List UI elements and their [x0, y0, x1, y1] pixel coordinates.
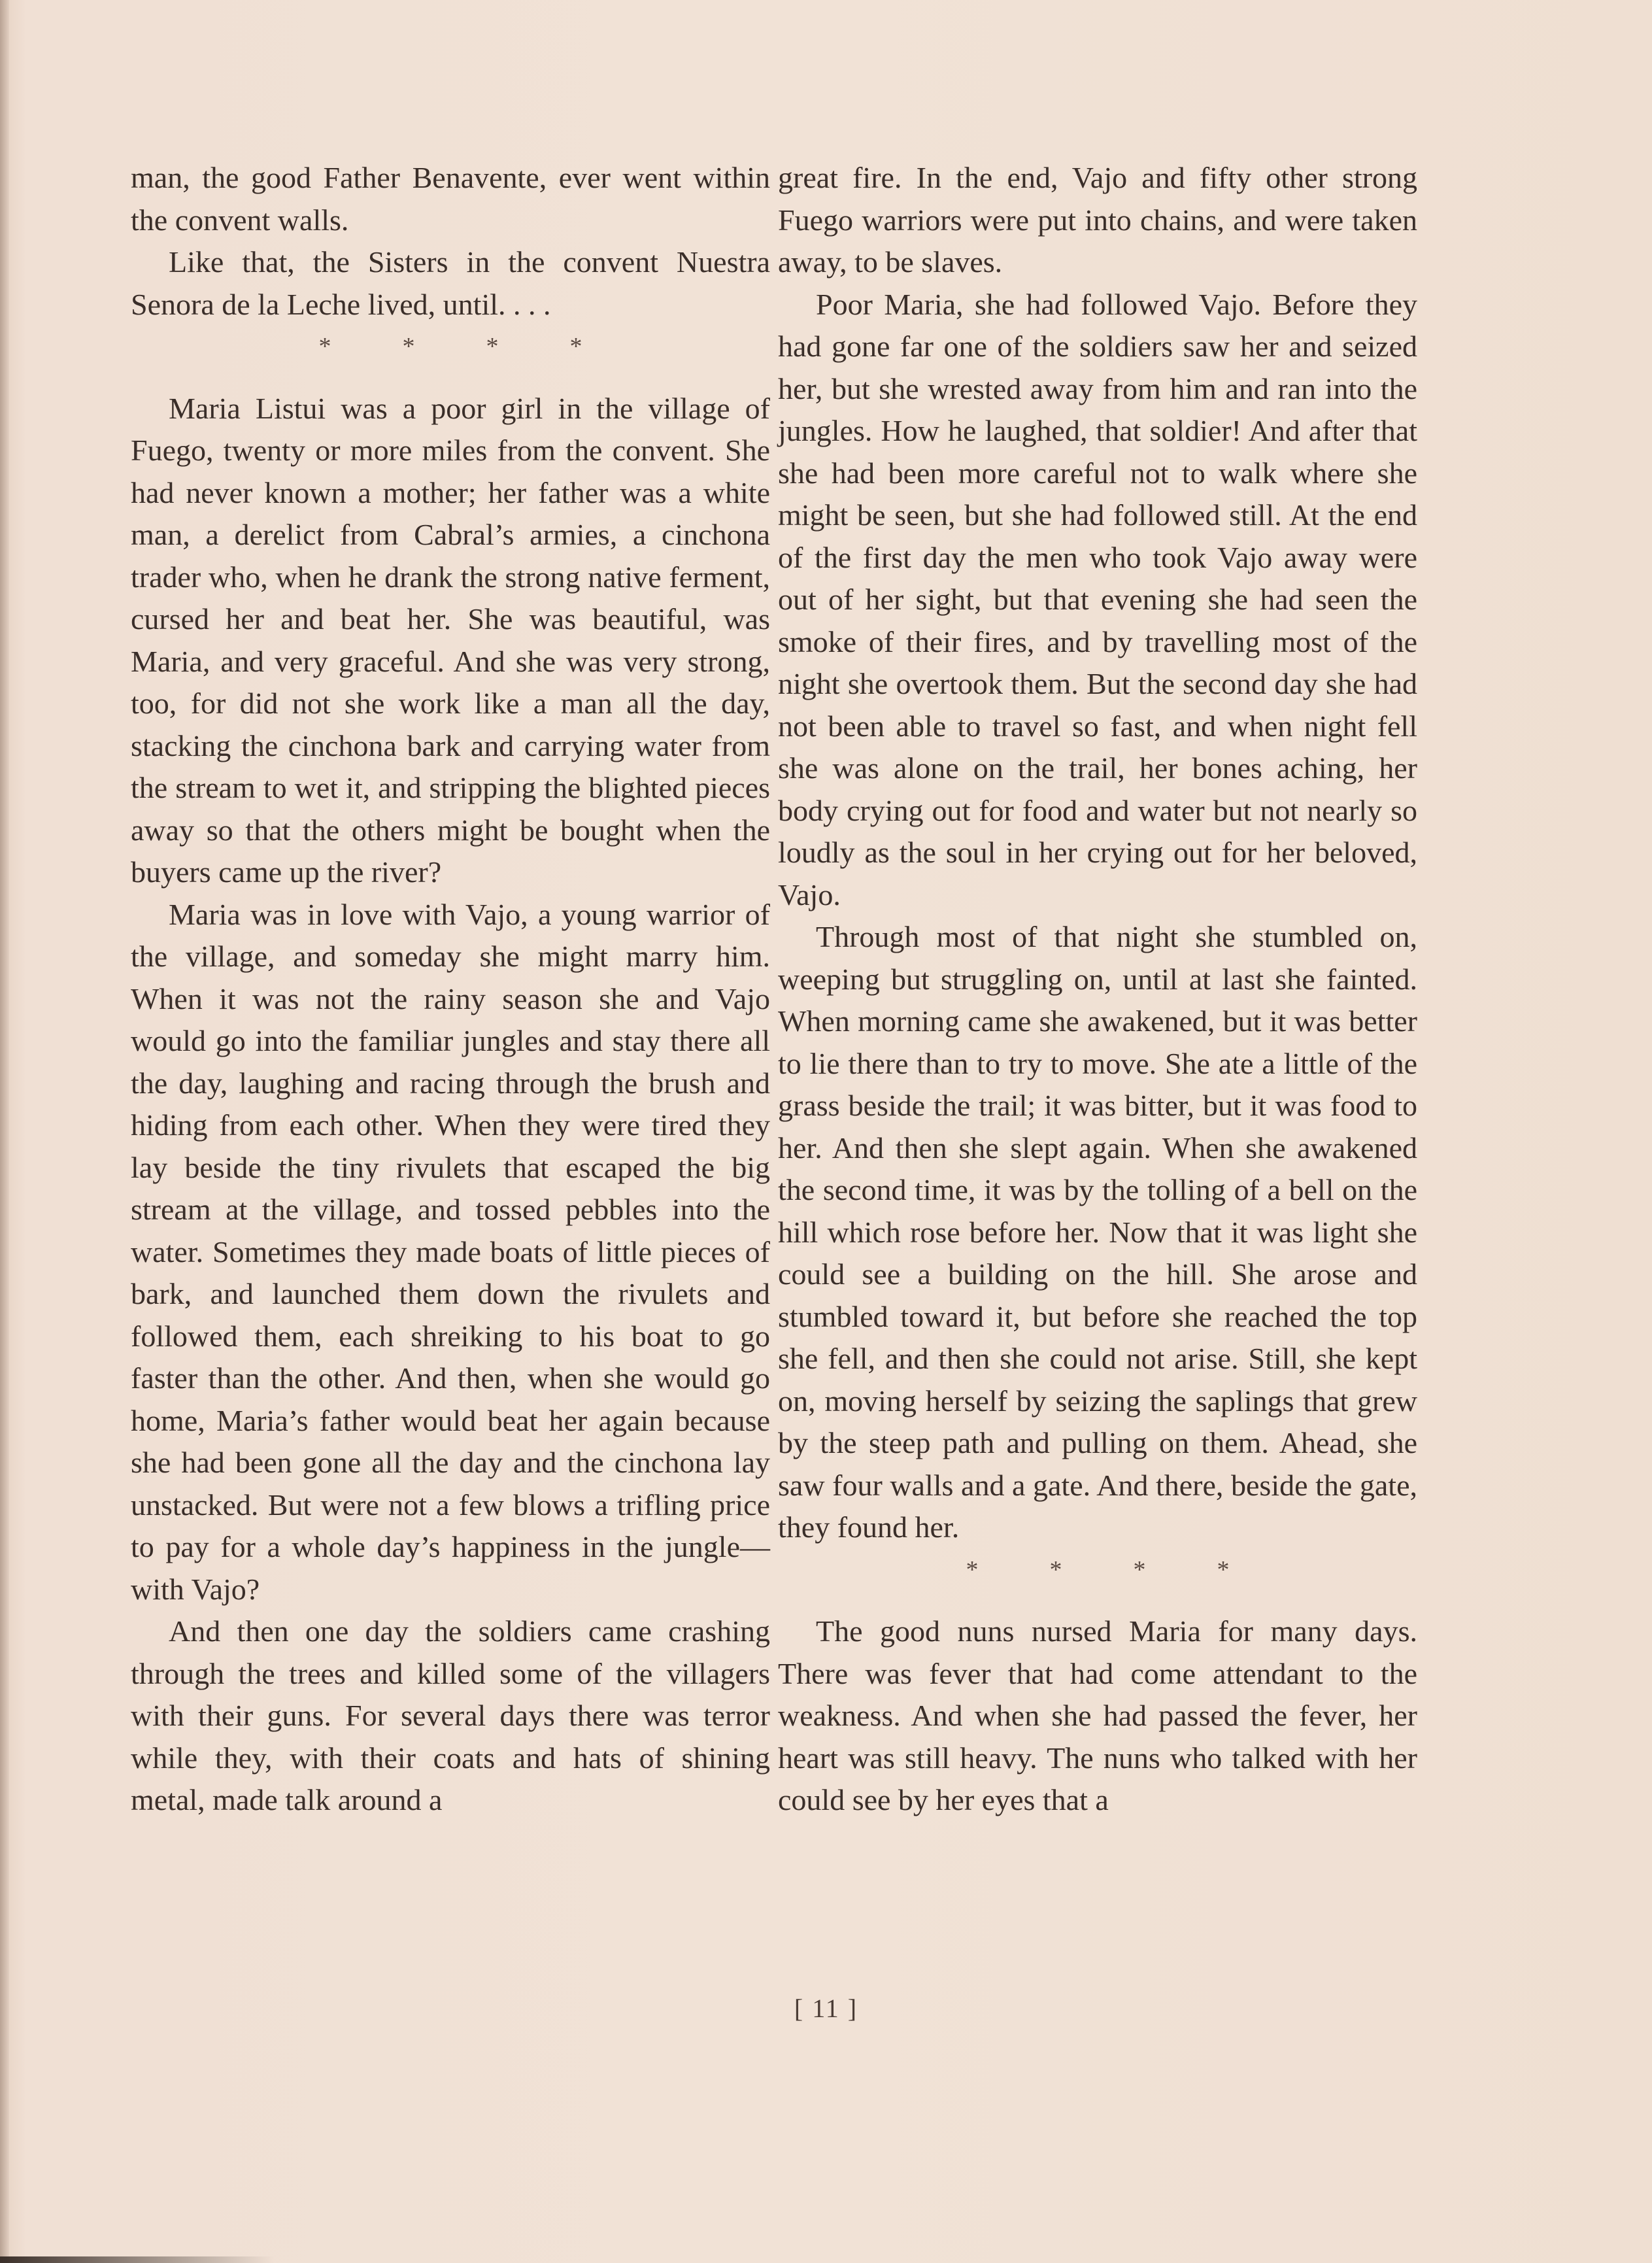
right-column — [778, 157, 1417, 1822]
left-paragraph-3: Maria Listui was a poor girl in the village of Fuego, twenty or more miles from the convent. She had never known a mother; her father was a white man, a derelict from Cabral’s armies, a cinchona trader who, when he drank the strong native ferment, cursed her and beat her. She was beautiful, was Maria, and very graceful. And she was very strong, too, for did not she work like a man all the day, stacking the cinchona bark and carrying water from the stream to wet it, and stripping the blighted pieces away so that the others might be bought when the buyers came up the river? — [131, 391, 770, 889]
page-binding-edge — [0, 0, 9, 2263]
asterisk: * — [486, 333, 499, 360]
asterisk: * — [318, 333, 331, 360]
left-paragraph-5: And then one day the soldiers came crashing through the trees and killed some of the villagers with their guns. For several days there was terror while they, with their coats and hats of shining metal, made talk around a — [131, 1614, 770, 1816]
asterisk: * — [569, 333, 582, 360]
asterisk: * — [1049, 1556, 1062, 1584]
page-number: [ 11 ] — [794, 1994, 858, 2023]
left-paragraph-1: man, the good Father Benavente, ever went within the convent walls. — [131, 161, 770, 237]
asterisk: * — [1217, 1556, 1230, 1584]
left-paragraph-2: Like that, the Sisters in the convent Nuestra Senora de la Leche lived, until. . . . — [131, 245, 770, 321]
left-column — [131, 157, 770, 1822]
right-paragraph-4: The good nuns nursed Maria for many days. There was fever that had come attendant to the weakness. And when she had passed the fever, her heart was still heavy. The nuns who talked with her could see by her eyes that a — [778, 1614, 1417, 1816]
right-paragraph-3: Through most of that night she stumbled on, weeping but struggling on, until at last she fainted. When morning came she awakened, but it was better to lie there than to try to move. She ate a little of the grass beside the trail; it was bitter, but it was food to her. And then she slept again. When she awakened the second time, it was by the tolling of a bell on the hill which rose before her. Now that it was light she could see a building on the hill. She arose and stumbled toward it, but before she reached the top she fell, and then she could not arise. Still, she kept on, moving herself by seizing the saplings that grew by the steep path and pulling on them. Ahead, she saw four walls and a gate. And there, beside the gate, they found her. — [778, 920, 1417, 1544]
asterisk: * — [402, 333, 415, 360]
asterisk: * — [1133, 1556, 1146, 1584]
section-separator-right — [778, 1549, 1417, 1591]
right-paragraph-1: great fire. In the end, Vajo and fifty other strong Fuego warriors were put into chains, and were taken away, to be slaves. — [778, 161, 1417, 279]
asterisk: * — [966, 1556, 979, 1584]
left-paragraph-4: Maria was in love with Vajo, a young warrior of the village, and someday she might marry him. When it was not the rainy season she and Vajo would go into the familiar jungles and stay there all the day, laughing and racing through the brush and hiding from each other. When they were tired they lay beside the tiny rivulets that escaped the big stream at the village, and tossed pebbles into the water. Sometimes they made boats of little pieces of bark, and launched them down the rivulets and followed them, each shreiking to his boat to go faster than the other. And then, when she would go home, Maria’s father would beat her again because she had been gone all the day and the cinchona lay unstacked. But were not a few blows a trifling price to pay for a whole day’s happiness in the jungle—with Vajo? — [131, 897, 770, 1606]
page-bottom-shadow — [0, 2256, 275, 2263]
section-separator-left — [131, 326, 770, 368]
right-paragraph-2: Poor Maria, she had followed Vajo. Before they had gone far one of the soldiers saw her and seized her, but she wrested away from him and ran into the jungles. How he laughed, that soldier! And after that she had been more careful not to walk where she might be seen, but she had followed still. At the end of the first day the men who took Vajo away were out of her sight, but that evening she had seen the smoke of their fires, and by travelling most of the night she overtook them. But the second day she had not been able to travel so fast, and when night fell she was alone on the trail, her bones aching, her body crying out for food and water but not nearly so loudly as the soul in her crying out for her beloved, Vajo. — [778, 287, 1417, 911]
